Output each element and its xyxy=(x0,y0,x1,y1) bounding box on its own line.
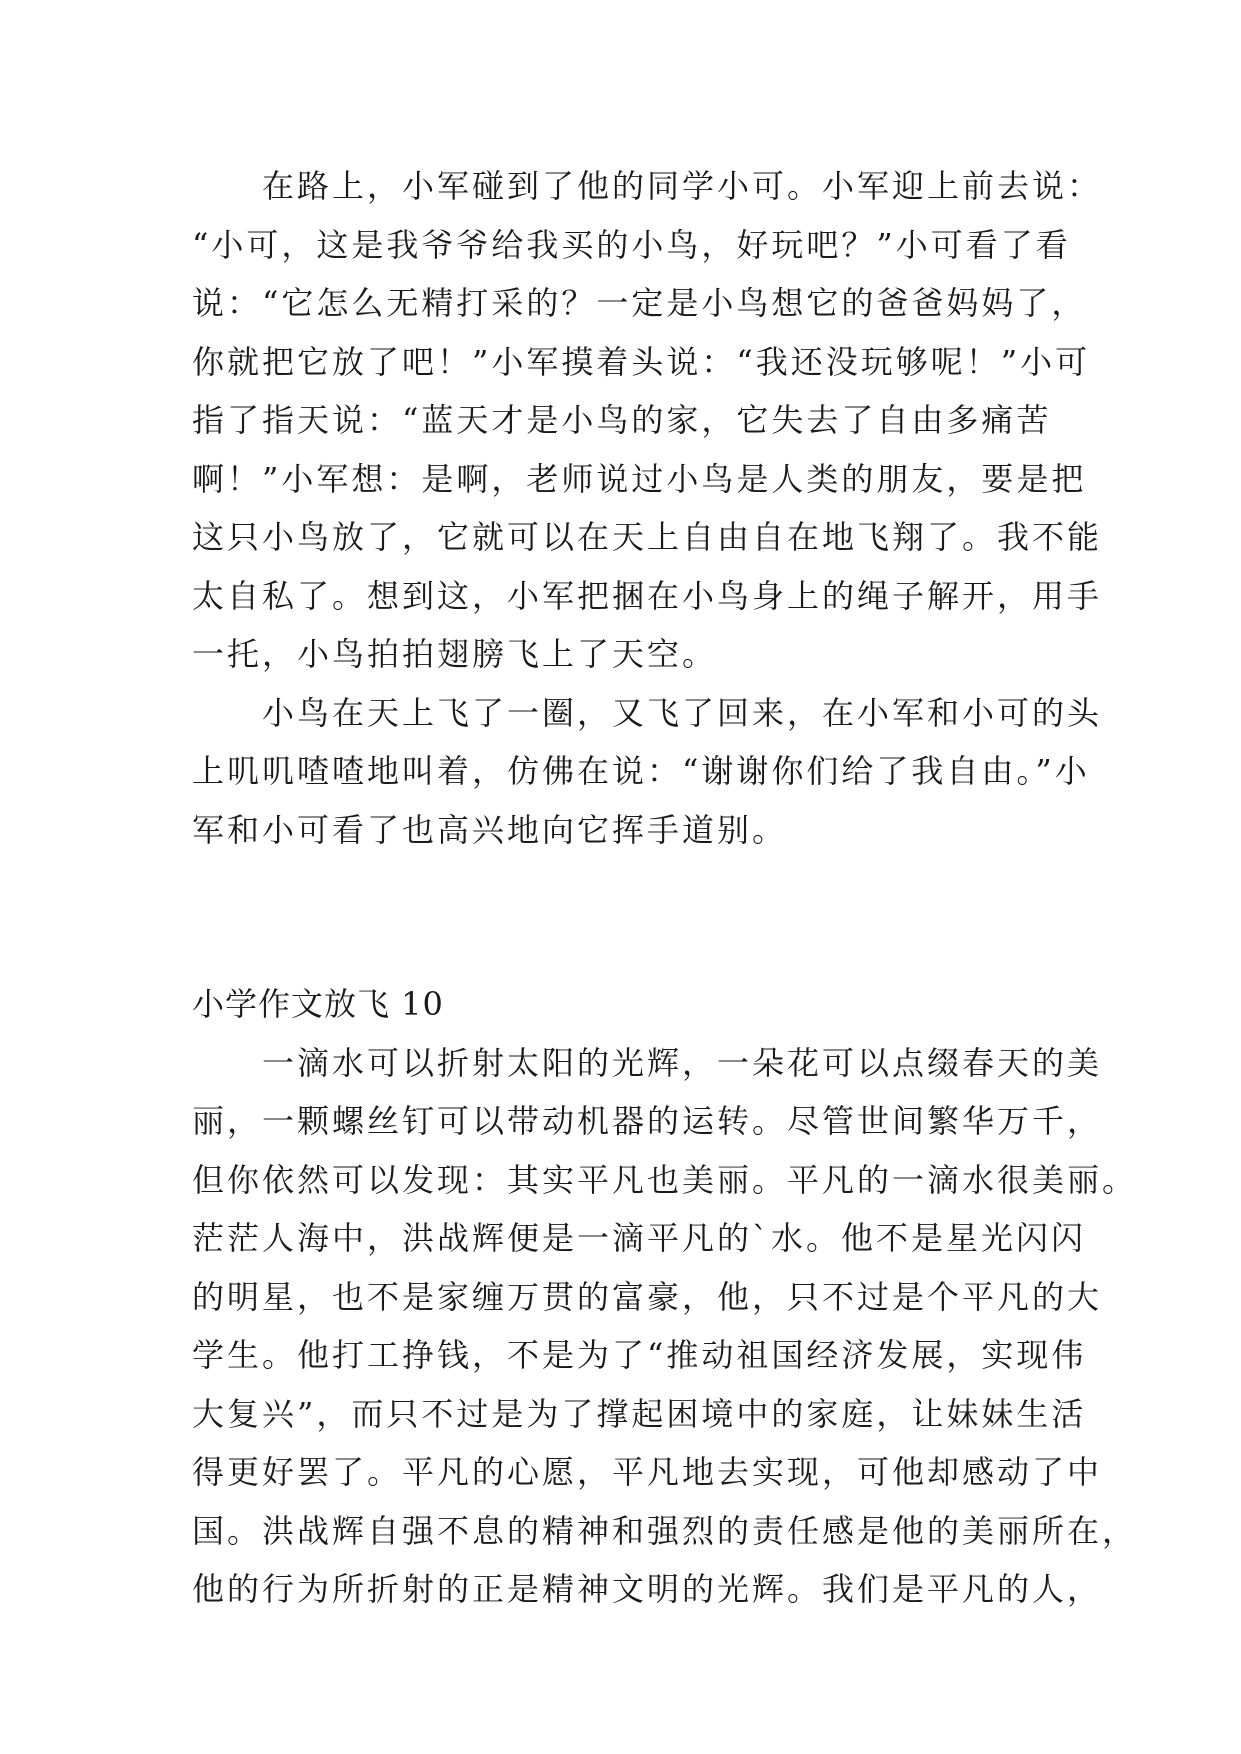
text-line: 一托，小鸟拍拍翅膀飞上了天空。 xyxy=(192,635,718,673)
document-page xyxy=(192,157,1138,1619)
text-line: 小鸟在天上飞了一圈，又飞了回来，在小军和小可的头 xyxy=(192,693,1103,732)
text-line: 说：“它怎么无精打采的？一定是小鸟想它的爸爸妈妈了， xyxy=(192,284,1087,322)
text-line: 上叽叽喳喳地叫着，仿佛在说：“谢谢你们给了我自由。”小 xyxy=(192,752,1090,790)
paragraph-1 xyxy=(192,157,1103,684)
text-line: 啊！”小军想：是啊，老师说过小鸟是人类的朋友，要是把 xyxy=(192,459,1087,498)
text-line: 这只小鸟放了，它就可以在天上自由自在地飞翔了。我不能 xyxy=(192,518,1103,556)
text-line: 得更好罢了。平凡的心愿，平凡地去实现，可他却感动了中 xyxy=(192,1453,1103,1491)
text-line: 丽，一颗螺丝钉可以带动机器的运转。尽管世间繁华万千， xyxy=(192,1102,1103,1140)
text-line: 太自私了。想到这，小军把捆在小鸟身上的绳子解开，用手 xyxy=(192,576,1103,615)
text-line: 茫茫人海中，洪战辉便是一滴平凡的`水。他不是星光闪闪 xyxy=(192,1219,1087,1257)
text-line: 军和小可看了也高兴地向它挥手道别。 xyxy=(192,810,788,849)
text-line: 的明星，也不是家缠万贯的富豪，他，只不过是个平凡的大 xyxy=(192,1277,1103,1316)
text-line: 你就把它放了吧！”小军摸着头说：“我还没玩够呢！”小可 xyxy=(192,342,1091,381)
text-line: 在路上，小军碰到了他的同学小可。小军迎上前去说： xyxy=(192,167,1103,205)
section-title: 小学作文放飞 10 xyxy=(192,985,444,1023)
text-line: 学生。他打工挣钱，不是为了“推动祖国经济发展，实现伟 xyxy=(192,1336,1087,1374)
text-line: 一滴水可以折射太阳的光辉，一朵花可以点缀春天的美 xyxy=(192,1043,1103,1082)
text-line: 他的行为所折射的正是精神文明的光辉。我们是平凡的人， xyxy=(192,1570,1103,1608)
text-line: 大复兴”，而只不过是为了撑起困境中的家庭，让妹妹生活 xyxy=(192,1394,1087,1433)
text-line: “小可，这是我爷爷给我买的小鸟，好玩吧？”小可看了看 xyxy=(192,225,1071,264)
text-line: 国。洪战辉自强不息的精神和强烈的责任感是他的美丽所在， xyxy=(192,1511,1138,1550)
paragraph-2 xyxy=(192,684,1103,860)
section-spacer xyxy=(192,859,1072,975)
text-line: 指了指天说：“蓝天才是小鸟的家，它失去了自由多痛苦 xyxy=(192,401,1052,439)
paragraph-3 xyxy=(192,1034,1138,1619)
text-line: 但你依然可以发现：其实平凡也美丽。平凡的一滴水很美丽。 xyxy=(192,1160,1138,1199)
